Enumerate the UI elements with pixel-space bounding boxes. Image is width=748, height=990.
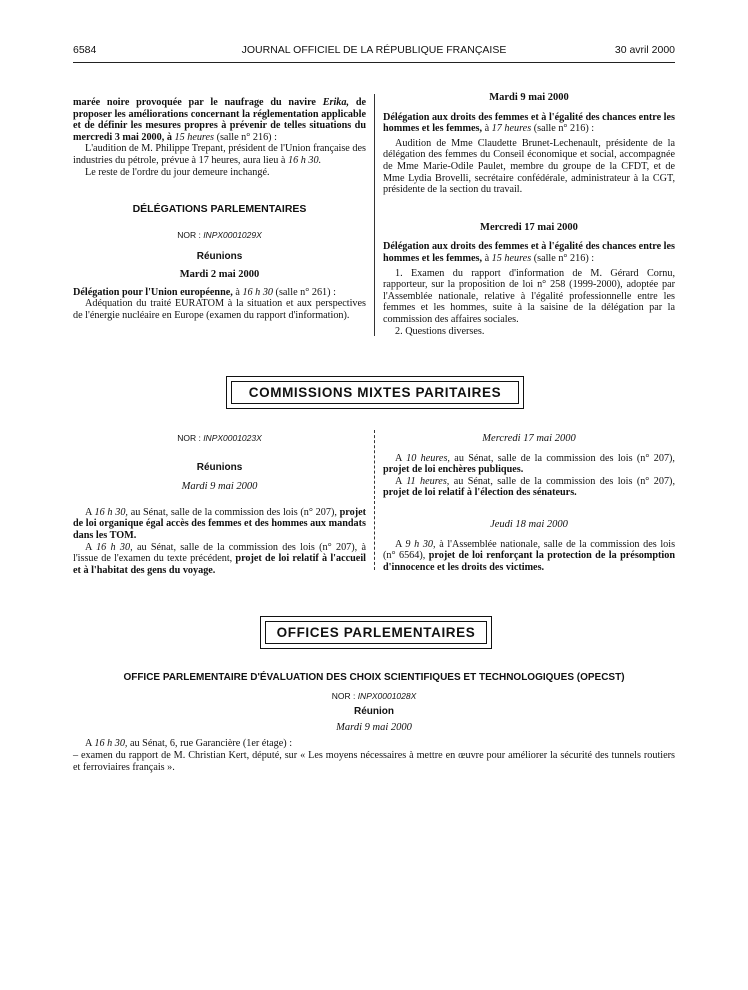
reunions-heading: Réunions — [196, 461, 243, 473]
delegation-paragraph: Délégation aux droits des femmes et à l'égalité des chances entre les hommes et les femmes, à 17 heures (salle n° 216) : — [383, 111, 675, 135]
running-header — [73, 44, 675, 60]
meeting-paragraph: A 16 h 30, au Sénat, salle de la commission des lois (n° 207), projet de loi organique égal accès des femmes et des hommes aux mandats dans les TOM. — [73, 506, 367, 541]
agenda-item: 1. Examen du rapport d'information de M. Gérard Cornu, rapporteur, sur la proposition de loi n° 258 (1999-2000), adoptée par l'Assemblée nationale, relative à l'égalité professionnelle entre les femmes et les hommes, suite à la saisine de la délégation par la commission des affaires sociales. — [383, 267, 675, 325]
page-number: 6584 — [73, 44, 97, 56]
office-name: OFFICE PARLEMENTAIRE D'ÉVALUATION DES CHOIX SCIENTIFIQUES ET TECHNOLOGIQUES (OPECST) — [123, 672, 625, 683]
date-heading: Mardi 9 mai 2000 — [181, 481, 258, 493]
section-title: COMMISSIONS MIXTES PARITAIRES — [231, 381, 519, 404]
column-divider — [374, 430, 375, 570]
audition-paragraph: L'audition de M. Philippe Trepant, président de l'Union française des industries du pétrole, prévue à 17 heures, aura lieu à 16 h 30. — [73, 143, 366, 166]
agenda-item: – examen du rapport de M. Christian Kert, député, sur « Les moyens nécessaires à mettre en œuvre pour améliorer la sécurité des tunnels routiers et ferroviaires français ». — [73, 749, 675, 773]
meeting-paragraph: A 11 heures, au Sénat, salle de la commission des lois (n° 207), projet de loi relatif à l'élection des sénateurs. — [383, 475, 675, 499]
date-heading: Mardi 9 mai 2000 — [336, 721, 412, 733]
meeting-paragraph: A 9 h 30, à l'Assemblée nationale, salle de la commission des lois (n° 6564), projet de loi renforçant la protection de la présomption d'innocence et les droits des victimes. — [383, 538, 676, 573]
meeting-paragraph: A 16 h 30, au Sénat, salle de la commission des lois (n° 207), à l'issue de l'examen du texte précédent, projet de loi relatif à l'accueil et à l'habitat des gens du voyage. — [73, 541, 367, 576]
delegation-paragraph: Délégation aux droits des femmes et à l'égalité des chances entre les hommes et les femmes, à 15 heures (salle n° 216) : — [383, 241, 675, 264]
date-heading: Mardi 2 mai 2000 — [179, 268, 260, 280]
cmp-left-column — [73, 433, 366, 576]
meeting-paragraph: A 10 heures, au Sénat, salle de la commission des lois (n° 207), projet de loi enchères publiques. — [383, 452, 675, 476]
cmp-right-column — [383, 433, 675, 573]
journal-title: JOURNAL OFFICIEL DE LA RÉPUBLIQUE FRANÇAISE — [241, 44, 507, 56]
audition-paragraph: Audition de Mme Claudette Brunet-Lechenault, présidente de la délégation des femmes du Conseil économique et social, accompagnée de Mme Marie-Odile Paulet, membre du groupe de la CFDT, et de Mme Lydia Brovelli, secrétaire confédérale, administrateur à la CGT, présidente de la section du travail. — [383, 137, 675, 196]
date-heading: Mercredi 17 mai 2000 — [480, 221, 578, 233]
delegation-text: Adéquation du traité EURATOM à la situation et aux perspectives de l'énergie nucléaire en Europe (examen du rapport d'information). — [73, 298, 366, 321]
meeting-paragraph: A 16 h 30, au Sénat, 6, rue Garancière (1er étage) : — [85, 738, 293, 750]
top-right-column — [383, 92, 675, 337]
nor-reference: NOR : INPX0001023X — [177, 433, 262, 443]
section-box-cmp — [226, 376, 524, 409]
delegations-title: DÉLÉGATIONS PARLEMENTAIRES — [132, 203, 307, 216]
delegation-paragraph: Délégation pour l'Union européenne, à 16 h 30 (salle n° 261) : — [73, 286, 336, 298]
column-divider — [374, 94, 375, 336]
issue-date: 30 avril 2000 — [614, 44, 675, 56]
nor-reference: NOR : INPX0001028X — [331, 690, 417, 701]
section-title: OFFICES PARLEMENTAIRES — [265, 621, 487, 644]
top-left-column — [73, 97, 366, 321]
date-heading: Mercredi 17 mai 2000 — [482, 433, 576, 444]
offices-section — [73, 672, 675, 773]
continuation-paragraph: marée noire provoquée par le naufrage du navire Erika, de proposer les améliorations concernant la réglementation applicable et de définir les mesures propres à prévenir de telles situations du mercredi 3 mai 2000, à 15 heures (salle n° 216) : — [73, 97, 367, 143]
reste-paragraph: Le reste de l'ordre du jour demeure inchangé. — [85, 166, 270, 178]
section-box-offices — [260, 616, 492, 649]
date-heading: Jeudi 18 mai 2000 — [490, 518, 568, 530]
header-rule — [73, 62, 675, 63]
reunion-heading: Réunion — [354, 706, 394, 718]
reunions-heading: Réunions — [196, 251, 243, 263]
agenda-item: 2. Questions diverses. — [395, 325, 485, 337]
date-heading: Mardi 9 mai 2000 — [489, 92, 569, 103]
nor-reference: NOR : INPX0001029X — [177, 229, 262, 240]
